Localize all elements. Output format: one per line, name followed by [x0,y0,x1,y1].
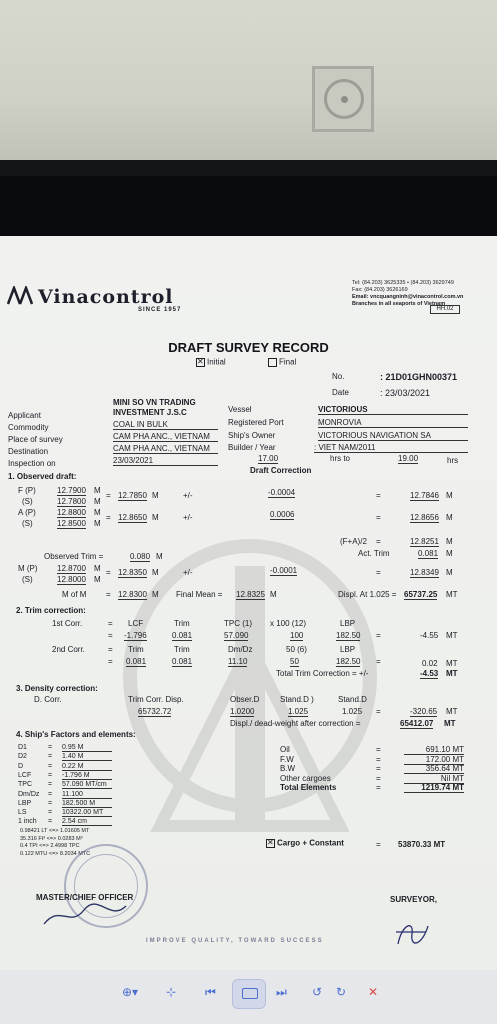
aft-result-unit: M [446,513,453,522]
factor-value: 0.95 M [62,744,112,752]
hrs-label: hrs [447,456,459,465]
displ-after-value: 65412.07 [400,719,434,728]
fs-unit: M [94,497,101,506]
density-dcorr-label: D. Corr. [34,695,62,704]
mp-label: M (P) [18,564,38,573]
act-trim-value: 0.081 [418,549,439,558]
cargo-constant-row [266,839,344,848]
page-view-icon [242,988,258,999]
stand-d-value: 1.025 [288,707,309,716]
form-code: HH.02 [430,305,460,314]
first-v-eq: = [108,631,113,640]
factor-label: D1 [18,744,27,751]
final-check-icon [268,358,277,367]
conversion-line: 35.316 Ft³ <=> 0.0283 M³ [20,835,83,842]
applicant-value-1: MINI SO VN TRADING [113,398,196,407]
factor-value: 182.500 M [62,800,112,808]
rotate-left-icon[interactable]: ↺ [312,985,323,999]
element-eq: = [376,783,381,792]
first-v-100: 100 [290,631,304,640]
fp-unit: M [94,486,101,495]
second-h-lbp: LBP [340,645,356,654]
element-value: 356.64 MT [404,765,464,774]
fs-label: (S) [22,497,33,506]
monitor-bezel [0,160,497,176]
aft-mean-unit: M [152,513,159,522]
first-corr-eq: = [108,619,113,628]
final-mean-unit: M [270,590,277,599]
aft-mean: 12.8650 [118,513,147,522]
factor-eq: = [48,781,53,789]
factor-label: Dm/Dz [18,790,40,798]
element-eq: = [376,773,381,783]
second-v-50: 50 [290,657,299,666]
factor-eq: = [48,762,53,770]
factor-label: LS [18,809,27,817]
ap-label: A (P) [18,508,36,517]
destination-label: Destination [8,447,49,456]
stand-d2-value: 1.025 [342,707,363,716]
factor-eq: = [48,818,53,826]
element-value: 691.10 MT [404,746,464,755]
port-label: Registered Port [228,418,284,427]
company-logo [6,284,196,313]
as-unit: M [94,519,101,528]
aft-pm: +/- [183,513,193,522]
destination-value: CAM PHA ANC., VIETNAM [113,445,218,454]
port-value: MONROVIA [318,419,468,428]
fwd-result: 12.7846 [410,491,439,500]
final-label: Final [279,357,297,367]
initial-label: Initial [207,357,226,367]
builder-value: : VIET NAM/2011 [314,444,468,453]
aft-correction: 0.0006 [270,510,295,519]
ap-unit: M [94,508,101,517]
displ-label: Displ. At 1.025 = [338,590,397,599]
density-result: -320.65 [410,707,438,716]
mofm-eq: = [106,590,111,599]
initial-checkbox [196,358,226,367]
mid-eq: = [106,568,111,577]
first-h-lbp: LBP [340,619,356,628]
final-mean-value: 12.8325 [236,590,265,599]
aft-result: 12.8656 [410,513,439,522]
first-corr-unit: MT [446,631,458,640]
first-v-lbp: 182.50 [336,631,361,640]
applicant-label: Applicant [8,411,41,420]
factor-value: -1.796 M [62,772,112,780]
aft-result-eq: = [376,513,381,522]
master-signature [40,900,130,930]
element-eq: = [376,745,381,754]
fa2-label: (F+A)/2 [340,537,367,546]
second-v-trim1: 0.081 [126,657,147,666]
footer-slogan: IMPROVE QUALITY, TOWARD SUCCESS [146,938,324,944]
factor-label: LCF [18,771,32,779]
mid-result-unit: M [446,568,453,577]
factor-label: 1 inch [18,818,37,826]
date-label: Date [332,388,349,397]
displ-unit: MT [446,590,458,599]
date-value: : 23/03/2021 [380,388,431,398]
contact-fax: Fax: (84.203) 3626169 [352,287,408,293]
second-v-dmdz: 11.10 [228,657,248,666]
factor-eq: = [48,809,53,817]
cargo-constant-label: Cargo + Constant [277,838,344,848]
contact-tel: Tel: (84.203) 3625335 • (84.203) 3629749 [352,280,454,286]
cargo-constant-value: 53870.33 MT [398,840,446,849]
displ-value: 65737.25 [404,590,438,599]
builder-label: Builder / Year [228,443,276,452]
total-trim-label: Total Trim Correction = +/- [276,669,369,678]
mid-result: 12.8349 [410,568,439,577]
place-value: CAM PHA ANC., VIETNAM [113,433,218,442]
second-corr-unit: MT [446,659,458,668]
fwd-result-unit: M [446,491,453,500]
trim-corr-disp-value: 65732.72 [138,707,172,716]
section-observed-heading: 1. Observed draft: [8,472,77,481]
conversion-line: 0.4 TPI <=> 2.4998 TPC [20,843,80,849]
factor-value: 11.100 [62,791,112,799]
factor-value: 2.54 cm [62,818,112,826]
element-eq: = [376,764,381,773]
fan-ring [324,79,364,119]
commodity-label: Commodity [8,423,49,432]
factor-value: 57.090 MT/cm [62,781,112,789]
conversion-line: 0.122 MTU <=> 8.2034 MTC [20,850,91,857]
element-value: 172.00 MT [404,756,464,765]
as-label: (S) [22,519,33,528]
element-label: B.W [280,764,296,773]
screen-dark-area [0,176,497,236]
section-factors-heading: 4. Ship's Factors and elements: [16,730,136,739]
second-h-trim1: Trim [128,645,144,654]
inspection-value: 23/03/2021 [113,457,218,466]
place-label: Place of survey [8,435,63,444]
observed-trim-unit: M [156,552,163,561]
as-value: 12.8500 [57,519,86,528]
cargo-check-icon [266,839,275,848]
first-r-eq: = [376,631,381,640]
logo-emblem-icon [6,286,34,306]
fan-hub [341,96,348,103]
element-label: Other cargoes [280,773,331,783]
factor-label: D [18,762,24,770]
observed-trim-label: Observed Trim = [44,552,104,561]
fp-value: 12.7900 [57,486,86,495]
inspection-label: Inspection on [8,459,56,468]
contact-block [352,280,497,308]
factor-value: 1.40 M [62,753,112,761]
second-v-lbp: 182.50 [336,657,361,666]
mp-unit: M [94,564,101,573]
fwd-mean-unit: M [152,491,159,500]
first-corr-label: 1st Corr. [52,619,83,628]
factor-label: LBP [18,799,32,807]
no-label: No. [332,372,345,381]
factor-value: 10322.00 MT [62,809,112,817]
first-h-lcf: LCF [128,619,144,628]
fa2-unit: M [446,537,453,546]
commodity-value: COAL IN BULK [113,421,218,430]
density-eq: = [376,707,381,716]
total-trim-value: -4.53 [420,669,439,678]
mid-mean-unit: M [152,568,159,577]
mid-mean: 12.8350 [118,568,147,577]
wall-fan [312,66,374,132]
mofm-unit: M [152,590,159,599]
applicant-value-2: INVESTMENT J.S.C [113,408,187,417]
factor-label: TPC [18,781,32,789]
element-eq: = [376,754,381,764]
draft-correction-heading: Draft Correction [250,466,312,475]
fa2-eq: = [376,537,381,546]
element-value: Nil MT [404,775,464,784]
stand-d-label: Stand.D ) [280,695,314,704]
observed-trim-value: 0.080 [130,552,151,561]
ms-value: 12.8000 [57,575,86,584]
ap-value: 12.8800 [57,508,86,517]
mofm-label: M of M [62,590,87,599]
document-title: DRAFT SURVEY RECORD [168,340,329,355]
total-trim-unit: MT [446,669,458,678]
first-v-trim: 0.081 [172,631,193,640]
mid-pm: +/- [183,568,193,577]
fwd-pm: +/- [183,491,193,500]
vessel-label: Vessel [228,405,252,414]
fwd-eq: = [106,491,111,500]
first-h-trim: Trim [174,619,190,628]
stand-d2-label: Stand.D [338,695,367,704]
fa2-value: 12.8251 [410,537,439,546]
watermark-logo [120,526,380,886]
mofm-value: 12.8300 [118,590,147,599]
element-label: F.W [280,754,294,764]
first-h-100: x 100 (12) [270,619,307,628]
first-v-tpc: 57.090 [224,631,249,640]
first-h-tpc: TPC (1) [224,619,252,628]
vessel-value: VICTORIOUS [318,406,468,415]
displ-after-unit: MT [444,719,456,728]
contact-email: Email: vncquangninh@vinacontrol.com.vn [352,294,464,300]
close-icon[interactable]: ✕ [368,985,379,999]
first-v-lcf: -1.796 [124,631,147,640]
cargo-eq: = [376,840,381,849]
second-r-eq: = [376,657,381,666]
trim-corr-disp-label: Trim Corr. Disp. [128,695,184,704]
no-value: : 21D01GHN00371 [380,372,458,382]
mid-result-eq: = [376,568,381,577]
mid-correction: -0.0001 [270,566,298,575]
factor-eq: = [48,753,53,761]
obser-d-label: Obser.D [230,695,260,704]
mp-value: 12.8700 [57,564,86,573]
hrs-to-label: hrs to [330,454,351,463]
surveyor-signature [392,916,432,950]
final-checkbox [268,358,296,367]
conversion-line: 0.98421 LT <=> 1.01605 MT [20,828,90,834]
element-label: Oil [280,745,290,754]
act-trim-label: Act. Trim [358,549,390,558]
fp-label: F (P) [18,486,36,495]
owner-label: Ship's Owner [228,431,276,440]
company-since: SINCE 1957 [138,307,182,313]
section-density-heading: 3. Density correction: [16,684,98,693]
factor-eq: = [48,771,53,779]
aft-eq: = [106,513,111,522]
time-from: 17.00 [258,454,279,463]
time-to: 19.00 [398,454,419,463]
initial-check-icon [196,358,205,367]
factor-value: 0.22 M [62,763,112,771]
company-name: Vinacontrol [38,286,174,308]
fs-value: 12.7800 [57,497,86,506]
contact-branches: Branches in all seaports of Vietnam [352,301,446,307]
rotate-right-icon[interactable]: ↻ [336,985,347,999]
second-h-dmdz: Dm/Dz [228,645,253,654]
ms-label: (S) [22,575,33,584]
master-signature-label: MASTER/CHIEF OFFICER [36,893,134,902]
last-page-icon[interactable]: ⏭ [276,985,287,999]
fwd-correction: -0.0004 [268,488,296,497]
second-h-trim2: Trim [174,645,190,654]
second-v-eq: = [108,657,113,666]
final-mean-label: Final Mean = [176,590,223,599]
owner-value: VICTORIOUS NAVIGATION SA [318,432,468,441]
fwd-mean: 12.7850 [118,491,147,500]
first-page-icon[interactable]: ⏮ [205,985,216,999]
second-v-trim2: 0.081 [172,657,193,666]
fwd-result-eq: = [376,491,381,500]
background-room [0,0,497,165]
factor-eq: = [48,799,53,807]
second-h-50: 50 (6) [286,645,307,654]
zoom-icon[interactable]: ⊕▾ [122,985,139,999]
element-label: Total Elements [280,783,337,792]
second-corr-label: 2nd Corr. [52,645,85,654]
displ-after-label: Displ./ dead-weight after correction = [230,719,361,728]
density-result-unit: MT [446,707,458,716]
factor-eq: = [48,744,53,751]
draft-survey-document [0,236,497,972]
ms-unit: M [94,575,101,584]
page-view-button[interactable] [232,979,266,1009]
surveyor-signature-label: SURVEYOR, [390,895,437,904]
element-value: 1219.74 MT [404,784,464,793]
factor-eq: = [48,790,53,798]
obser-d-value: 1.0200 [230,707,255,716]
fit-icon[interactable]: ⊹ [166,985,177,999]
viewer-toolbar [0,978,497,1014]
factor-label: D2 [18,753,27,761]
section-trim-heading: 2. Trim correction: [16,606,86,615]
act-trim-unit: M [446,549,453,558]
first-corr-result: -4.55 [420,631,439,640]
second-corr-result: 0.02 [422,659,438,668]
second-corr-eq: = [108,645,113,654]
